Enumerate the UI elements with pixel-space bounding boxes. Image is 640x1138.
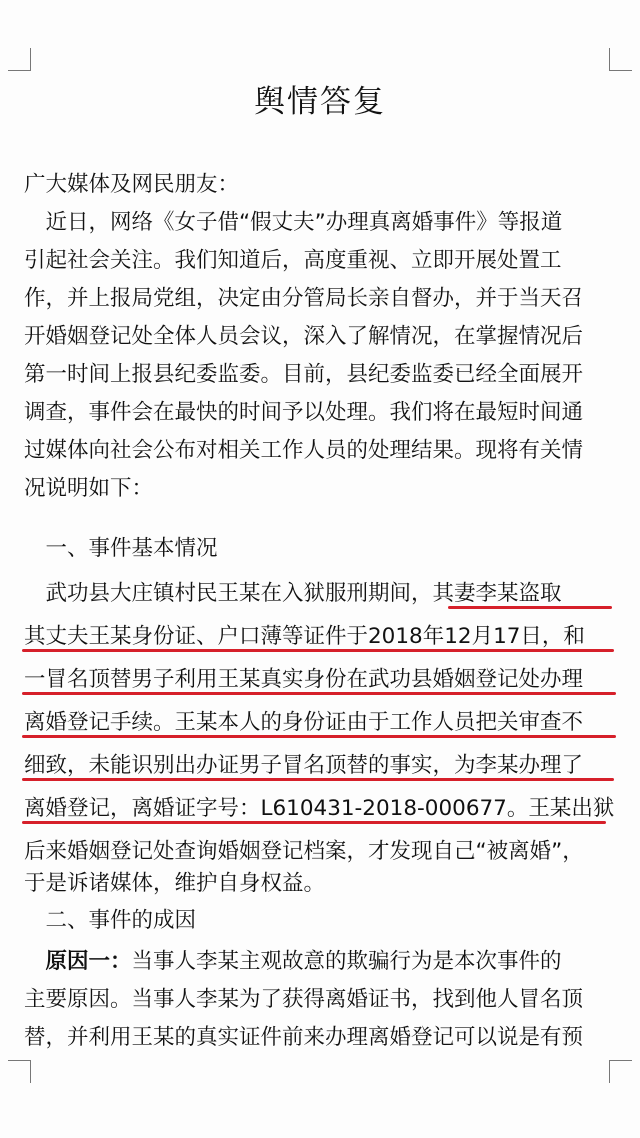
cause1-text: 当事人李某主观故意的欺骗行为是本次事件的 (131, 949, 562, 974)
intro-line: 引起社会关注。我们知道后，高度重视、立即开展处置工 (24, 248, 562, 273)
intro-line: 过媒体向社会公布对相关工作人员的处理结果。现将有关情 (24, 438, 584, 463)
greeting: 广大媒体及网民朋友： (24, 172, 240, 197)
corner-mark-top-right (609, 48, 632, 71)
section1-line: 其丈夫王某身份证、户口薄等证件于2018年12月17日，和 (24, 624, 585, 649)
cause1-line: 主要原因。当事人李某为了获得离婚证书，找到他人冒名顶 (24, 987, 584, 1012)
section1-line: 离婚登记，离婚证字号：L610431-2018-000677。王某出狱 (24, 796, 615, 821)
highlight-underline (22, 692, 616, 695)
corner-mark-bottom-right (609, 1060, 632, 1083)
highlight-underline (22, 778, 614, 781)
highlight-underline (22, 649, 614, 652)
corner-mark-top-left (8, 48, 31, 71)
section1-line: 离婚登记手续。王某本人的身份证由于工作人员把关审查不 (24, 710, 584, 735)
intro-line: 开婚姻登记处全体人员会议，深入了解情况，在掌握情况后 (24, 324, 584, 349)
corner-mark-bottom-left (8, 1060, 31, 1083)
section1-line: 细致，未能识别出办证男子冒名顶替的事实，为李某办理了 (24, 753, 584, 778)
document-title: 舆情答复 (254, 84, 386, 120)
section1-line: 武功县大庄镇村民王某在入狱服刑期间，其妻李某盗取 (24, 581, 562, 606)
highlight-underline (22, 821, 606, 824)
highlight-underline (448, 606, 612, 609)
highlight-underline (22, 735, 616, 738)
section1-line: 于是诉诸媒体，维护自身权益。 (24, 871, 326, 896)
intro-line: 况说明如下： (24, 476, 154, 501)
intro-line: 第一时间上报县纪委监委。目前，县纪委监委已经全面展开 (24, 362, 584, 387)
intro-line: 近日，网络《女子借“假丈夫”办理真离婚事件》等报道 (24, 210, 563, 235)
cause1-line: 替，并利用王某的真实证件前来办理离婚登记可以说是有预 (24, 1025, 584, 1050)
section1-line: 后来婚姻登记处查询婚姻登记档案，才发现自己“被离婚”， (24, 839, 584, 864)
section1-heading: 一、事件基本情况 (24, 536, 218, 561)
intro-line: 调查，事件会在最快的时间予以处理。我们将在最短时间通 (24, 400, 584, 425)
section1-line: 一冒名顶替男子利用王某真实身份在武功县婚姻登记处办理 (24, 667, 584, 692)
section2-heading: 二、事件的成因 (24, 908, 197, 933)
intro-line: 作，并上报局党组，决定由分管局长亲自督办，并于当天召 (24, 286, 584, 311)
cause1-line (24, 947, 624, 977)
cause1-label: 原因一： (24, 949, 132, 974)
